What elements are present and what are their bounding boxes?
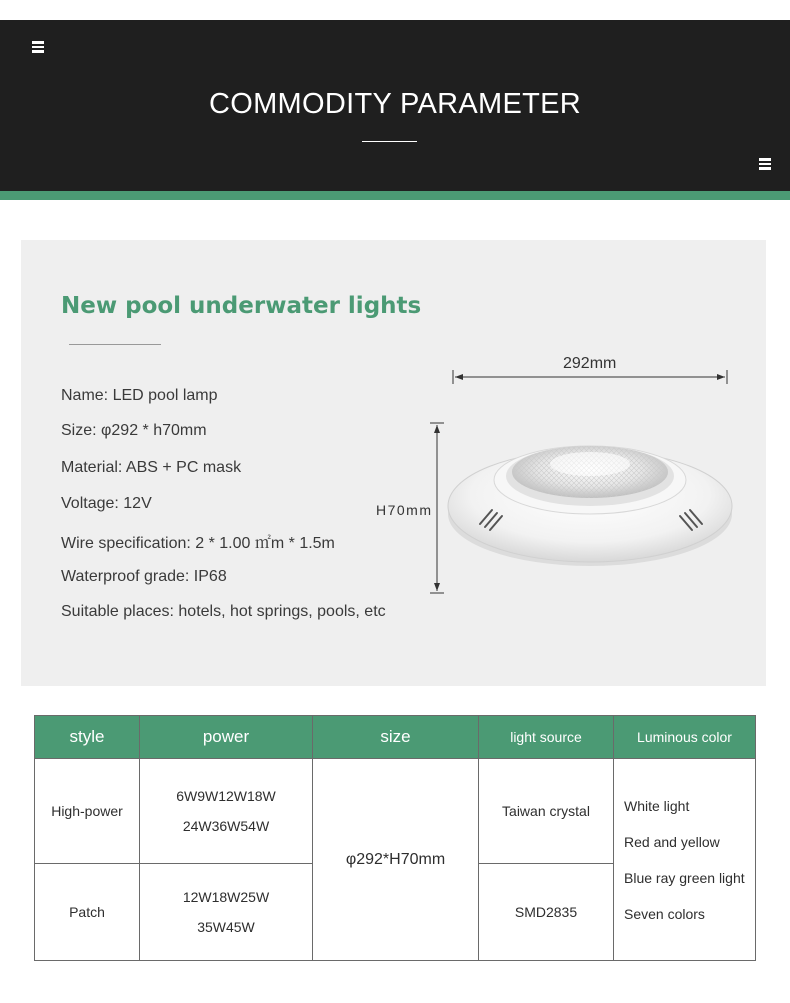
dimension-width-label: 292mm: [563, 355, 617, 372]
pool-lamp-image: [444, 418, 736, 578]
spec-name: Name: LED pool lamp: [61, 387, 218, 404]
spec-waterproof: Waterproof grade: IP68: [61, 568, 227, 585]
cell-power: [140, 864, 313, 961]
spec-table: [34, 715, 756, 961]
cell-power: [140, 759, 313, 864]
cell-light-source: SMD2835: [479, 864, 614, 961]
cell-light-source: Taiwan crystal: [479, 759, 614, 864]
cell-size: φ292*H70mm: [313, 759, 479, 961]
power-line: 6W9W12W18W: [176, 788, 276, 804]
table-row: [35, 759, 756, 864]
hamburger-menu-icon[interactable]: [759, 158, 771, 170]
spec-wire: Wire specification: 2 * 1.00 ㎡m * 1.5m: [61, 535, 335, 552]
header-size: size: [313, 716, 479, 759]
spec-material: Material: ABS + PC mask: [61, 459, 242, 476]
power-line: 12W18W25W: [182, 889, 270, 905]
product-title: New pool underwater lights: [61, 293, 422, 319]
table-header-row: [35, 716, 756, 759]
power-line: 35W45W: [197, 919, 255, 935]
spec-size: Size: φ292 * h70mm: [61, 422, 207, 439]
color-item: Red and yellow: [624, 833, 720, 850]
header-light-source: light source: [479, 716, 614, 759]
dimension-height-label: H70mm: [376, 502, 433, 518]
page-title: COMMODITY PARAMETER: [209, 88, 581, 120]
color-item: Blue ray green light: [624, 869, 745, 886]
cell-style: Patch: [35, 864, 140, 961]
title-underline: [362, 141, 417, 142]
hamburger-menu-icon[interactable]: [32, 41, 44, 53]
spec-voltage: Voltage: 12V: [61, 495, 152, 512]
cell-style: High-power: [35, 759, 140, 864]
header-luminous-color: Luminous color: [614, 716, 756, 759]
product-title-underline: [69, 344, 161, 345]
header-power: power: [140, 716, 313, 759]
power-line: 24W36W54W: [182, 818, 270, 834]
color-item: White light: [624, 797, 690, 814]
color-item: Seven colors: [624, 905, 705, 922]
cell-luminous-colors: [614, 759, 756, 961]
header-style: style: [35, 716, 140, 759]
header-accent-stripe: [0, 191, 790, 200]
spec-places: Suitable places: hotels, hot springs, pools, etc: [61, 603, 386, 620]
